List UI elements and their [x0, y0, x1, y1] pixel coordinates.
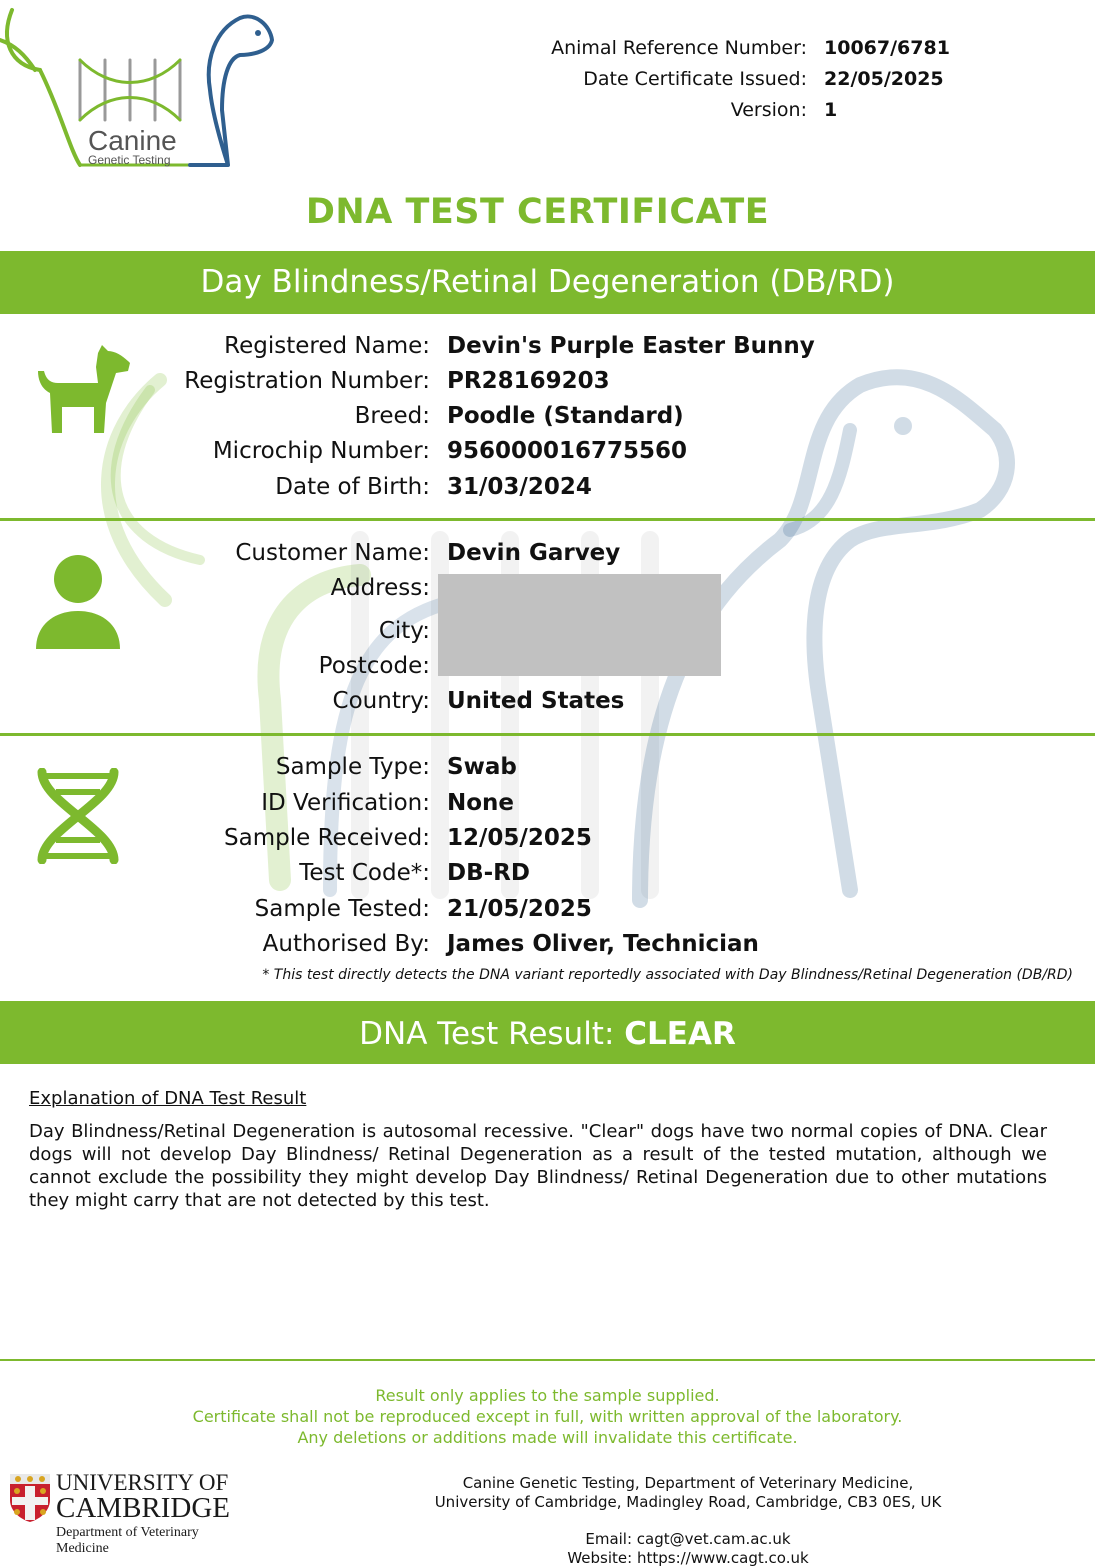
university-of-cambridge-logo: [8, 1470, 268, 1559]
breed-row: [0, 403, 1095, 438]
footer-divider: [0, 1359, 1095, 1361]
authorised-by-value: James Oliver, Technician: [447, 931, 759, 957]
lab-website[interactable]: Website: https://www.cagt.co.uk: [567, 1549, 809, 1567]
sample-tested-row: [0, 896, 1095, 931]
lab-email[interactable]: Email: cagt@vet.cam.ac.uk: [585, 1530, 791, 1548]
date-issued-row: [430, 64, 990, 95]
registered-name-row: [0, 333, 1095, 368]
authorised-by-label: Authorised By:: [262, 931, 430, 957]
authorised-by-row: [0, 931, 1095, 966]
microchip-row: [0, 438, 1095, 473]
sample-tested-value: 21/05/2025: [447, 896, 592, 922]
test-name-banner: Day Blindness/Retinal Degeneration (DB/RD): [0, 251, 1095, 314]
registered-name-label: Registered Name:: [224, 333, 430, 359]
section-divider: [0, 733, 1095, 736]
dob-row: [0, 474, 1095, 509]
department-line-1: Department of Veterinary: [56, 1525, 199, 1540]
sample-received-row: [0, 825, 1095, 860]
logo-subtitle: Genetic Testing: [88, 153, 171, 167]
result-banner: [0, 1001, 1095, 1064]
customer-name-value: Devin Garvey: [447, 540, 621, 566]
explanation-body: Day Blindness/Retinal Degeneration is autosomal recessive. "Clear" dogs have two normal copies of DNA. Clear dogs will not develop Day Blindness/ Retinal Degeneration as a result of the tested mutation, although we cannot exclude the possibility they might develop Day Blindness/ Retinal Degeneration due to other mutations they might carry that are not detected by this test.: [29, 1121, 1047, 1211]
address-label: Address:: [330, 575, 430, 601]
id-verification-row: [0, 790, 1095, 825]
lab-address-line-2: University of Cambridge, Madingley Road, Cambridge, CB3 0ES, UK: [434, 1493, 942, 1511]
animal-ref-label: Animal Reference Number:: [551, 37, 807, 59]
lab-address: [388, 1474, 988, 1568]
section-divider: [0, 518, 1095, 521]
country-label: Country:: [332, 688, 430, 714]
registration-number-label: Registration Number:: [184, 368, 430, 394]
address-spacer: [388, 1512, 988, 1530]
version-label: Version:: [730, 99, 807, 121]
test-code-row: [0, 860, 1095, 895]
sample-received-label: Sample Received:: [224, 825, 430, 851]
test-footnote: * This test directly detects the DNA variant reportedly associated with Day Blindness/Retinal Degeneration (DB/RD): [262, 967, 1073, 983]
department-line-2: Medicine: [56, 1541, 109, 1556]
id-verification-label: ID Verification:: [261, 790, 430, 816]
microchip-label: Microchip Number:: [212, 438, 430, 464]
customer-name-label: Customer Name:: [235, 540, 430, 566]
notice-line-3: Any deletions or additions made will invalidate this certificate.: [297, 1428, 798, 1447]
animal-ref-row: [430, 33, 990, 64]
registration-number-value: PR28169203: [447, 368, 610, 394]
result-label: DNA Test Result:: [359, 1016, 615, 1052]
registered-name-value: Devin's Purple Easter Bunny: [447, 333, 815, 359]
sample-type-value: Swab: [447, 754, 517, 780]
country-row: [0, 688, 1095, 723]
customer-name-row: [0, 540, 1095, 575]
lab-address-line-1: Canine Genetic Testing, Department of Veterinary Medicine,: [462, 1474, 914, 1492]
country-value: United States: [447, 688, 625, 714]
university-name-line-1: UNIVERSITY OF: [56, 1470, 229, 1495]
result-value: CLEAR: [624, 1016, 736, 1052]
date-issued-label: Date Certificate Issued:: [583, 68, 807, 90]
dob-value: 31/03/2024: [447, 474, 592, 500]
dob-label: Date of Birth:: [275, 474, 430, 500]
test-code-label: Test Code*:: [299, 860, 430, 886]
city-label: City:: [378, 618, 430, 644]
reference-block: [430, 33, 990, 126]
university-name-line-2: CAMBRIDGE: [56, 1492, 231, 1524]
test-code-value: DB-RD: [447, 860, 530, 886]
notice-line-1: Result only applies to the sample supplied.: [375, 1386, 720, 1405]
validity-notice: [0, 1385, 1095, 1448]
id-verification-value: None: [447, 790, 515, 816]
sample-tested-label: Sample Tested:: [254, 896, 430, 922]
canine-genetic-testing-logo: [0, 0, 290, 175]
breed-value: Poodle (Standard): [447, 403, 684, 429]
breed-label: Breed:: [354, 403, 430, 429]
date-issued-value: 22/05/2025: [824, 68, 944, 90]
animal-ref-value: 10067/6781: [824, 37, 950, 59]
registration-number-row: [0, 368, 1095, 403]
version-row: [430, 95, 990, 126]
sample-received-value: 12/05/2025: [447, 825, 592, 851]
logo-wordmark: Canine: [88, 125, 177, 156]
postcode-label: Postcode:: [318, 653, 430, 679]
version-value: 1: [824, 99, 838, 121]
redacted-address-block: [438, 574, 721, 676]
explanation-title: Explanation of DNA Test Result: [29, 1088, 307, 1109]
certificate-title: DNA TEST CERTIFICATE: [305, 192, 770, 232]
microchip-value: 956000016775560: [447, 438, 688, 464]
sample-type-label: Sample Type:: [275, 754, 430, 780]
notice-line-2: Certificate shall not be reproduced except in full, with written approval of the laboratory.: [192, 1407, 903, 1426]
cambridge-shield-icon: [10, 1474, 50, 1522]
sample-type-row: [0, 754, 1095, 789]
